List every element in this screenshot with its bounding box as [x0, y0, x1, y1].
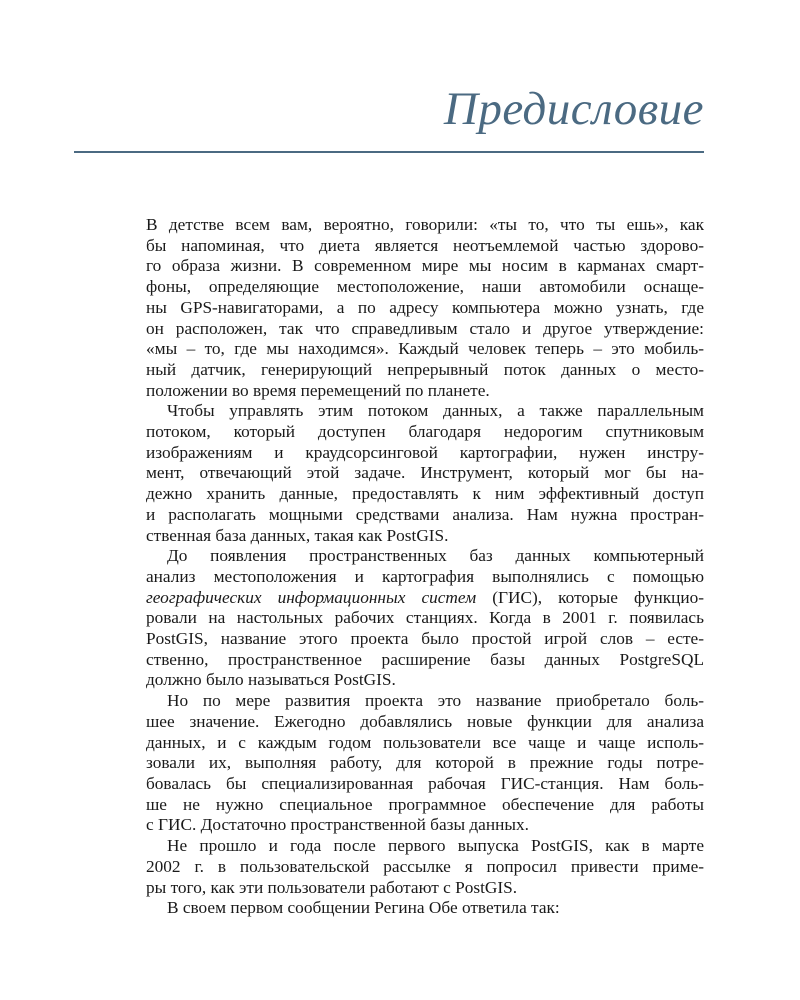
- text-line: анализ местоположения и картография выполнялись с помощью: [146, 566, 704, 586]
- text-line: бовалась бы специализированная рабочая ГИС-станция. Нам боль-: [146, 773, 704, 793]
- text-line: ный датчик, генерирующий непрерывный поток данных о место-: [146, 359, 704, 379]
- preface-body: [146, 215, 704, 919]
- text-line: «мы – то, где мы находимся». Каждый человек теперь – это мобиль-: [146, 339, 704, 359]
- text-line: До появления пространственных баз данных компьютерный: [167, 546, 704, 566]
- paragraph-1: [146, 215, 704, 401]
- text-line: данных, и с каждым годом пользователи все чаще и чаще исполь-: [146, 732, 704, 752]
- paragraph-4: [146, 691, 704, 836]
- text-line: го образа жизни. В современном мире мы носим в карманах смарт-: [146, 256, 704, 276]
- text-line: ны GPS-навигаторами, а по адресу компьютера можно узнать, где: [146, 297, 704, 317]
- text-line: изображениям и краудсорсинговой картографии, нужен инстру-: [146, 442, 704, 462]
- text-line: Но по мере развития проекта это название приобретало боль-: [167, 691, 704, 711]
- paragraph-6: [146, 898, 704, 919]
- text-line: ры того, как эти пользователи работают с PostGIS.: [146, 877, 518, 897]
- text-line: потоком, который доступен благодаря недорогим спутниковым: [146, 422, 704, 442]
- text-line: бы напоминая, что диета является неотъемлемой частью здорово-: [146, 235, 704, 255]
- text-line: положении во время перемещений по планете.: [146, 380, 490, 400]
- text-line: Чтобы управлять этим потоком данных, а также параллельным: [167, 401, 704, 421]
- text-line: [146, 588, 704, 609]
- paragraph-2: [146, 401, 704, 546]
- text-line: ровали на настольных рабочих станциях. Когда в 2001 г. появилась: [146, 608, 704, 628]
- title-divider: [74, 151, 704, 153]
- emphasized-term: географических информационных систем: [146, 587, 477, 607]
- text-line: мент, отвечающий этой задаче. Инструмент, который мог бы на-: [146, 463, 704, 483]
- text-line: Не прошло и года после первого выпуска PostGIS, как в марте: [167, 836, 704, 856]
- text-line: дежно хранить данные, предоставлять к ним эффективный доступ: [146, 484, 704, 504]
- text-fragment: (ГИС), которые функцио-: [476, 587, 704, 607]
- text-line: шее значение. Ежегодно добавлялись новые функции для анализа: [146, 711, 704, 731]
- text-line: ственно, пространственное расширение базы данных PostgreSQL: [146, 649, 704, 669]
- text-line: фоны, определяющие местоположение, наши автомобили оснаще-: [146, 277, 704, 297]
- text-line: В своем первом сообщении Регина Обе ответила так:: [167, 898, 560, 918]
- paragraph-3: [146, 546, 704, 691]
- paragraph-5: [146, 836, 704, 898]
- text-line: В детстве всем вам, вероятно, говорили: «ты то, что ты ешь», как: [146, 215, 704, 234]
- text-line: 2002 г. в пользовательской рассылке я попросил привести приме-: [146, 856, 704, 876]
- chapter-title: Предисловие: [443, 83, 704, 135]
- text-line: ше не нужно специальное программное обеспечение для работы: [146, 794, 704, 814]
- text-line: и располагать мощными средствами анализа. Нам нужна простран-: [146, 504, 704, 524]
- text-line: должно было называться PostGIS.: [146, 670, 396, 690]
- text-line: PostGIS, название этого проекта было простой игрой слов – есте-: [146, 629, 704, 649]
- text-line: ственная база данных, такая как PostGIS.: [146, 525, 449, 545]
- text-line: зовали их, выполняя работу, для которой в прежние годы потре-: [146, 753, 704, 773]
- text-line: с ГИС. Достаточно пространственной базы данных.: [146, 815, 529, 835]
- text-line: он расположен, так что справедливым стало и другое утверждение:: [146, 318, 704, 338]
